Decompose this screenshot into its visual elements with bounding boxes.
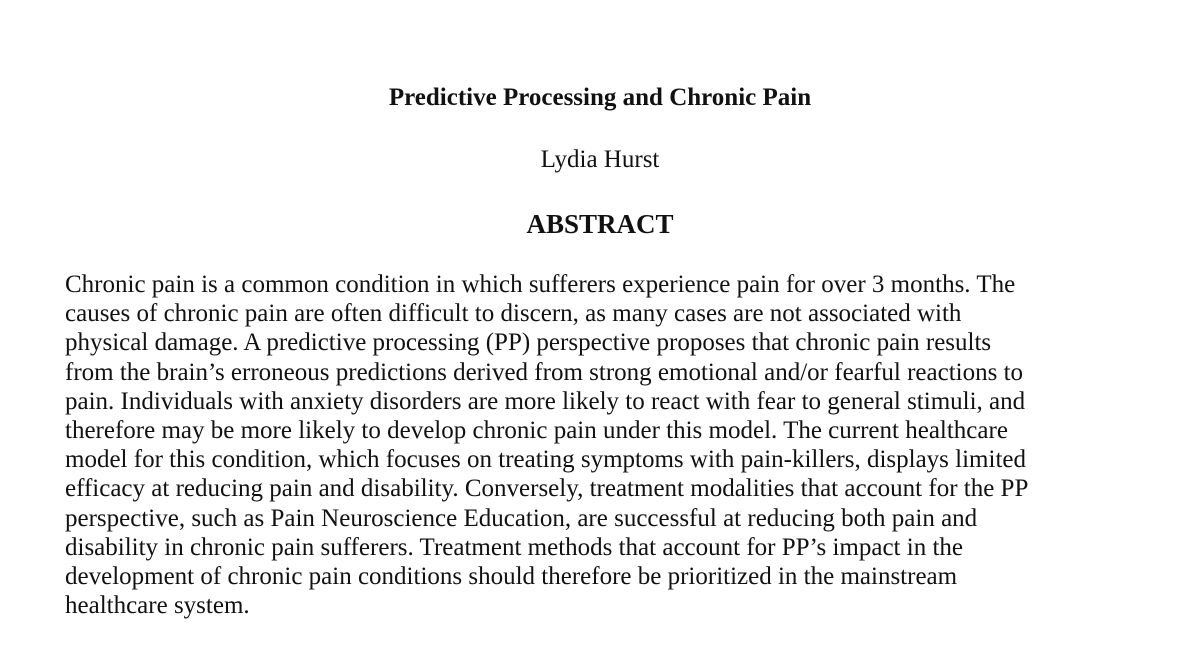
abstract-line: from the brain’s erroneous predictions derived from strong emotional and/or fearful reactions to (65, 358, 1024, 386)
abstract-line: disability in chronic pain sufferers. Treatment methods that account for PP’s impact in the (65, 533, 963, 561)
abstract-line: pain. Individuals with anxiety disorders are more likely to react with fear to general stimuli, and (65, 387, 1026, 415)
abstract-line: development of chronic pain conditions should therefore be prioritized in the mainstream (65, 563, 958, 591)
author-name: Lydia Hurst (540, 146, 660, 173)
abstract-line: physical damage. A predictive processing (PP) perspective proposes that chronic pain results (65, 329, 992, 357)
abstract-line: Chronic pain is a common condition in which sufferers experience pain for over 3 months. The (65, 271, 1016, 298)
abstract-body (65, 270, 1165, 620)
paper-title: Predictive Processing and Chronic Pain (388, 84, 812, 111)
abstract-heading: ABSTRACT (526, 209, 674, 239)
abstract-line: healthcare system. (65, 592, 250, 620)
abstract-line: causes of chronic pain are often difficult to discern, as many cases are not associated with (65, 300, 962, 328)
abstract-line: perspective, such as Pain Neuroscience Education, are successful at reducing both pain and (65, 504, 978, 532)
abstract-line: model for this condition, which focuses on treating symptoms with pain-killers, displays limited (65, 446, 1026, 474)
abstract-line: efficacy at reducing pain and disability. Conversely, treatment modalities that account for the PP (65, 475, 1029, 503)
abstract-line: therefore may be more likely to develop chronic pain under this model. The current healthcare (65, 417, 1008, 445)
